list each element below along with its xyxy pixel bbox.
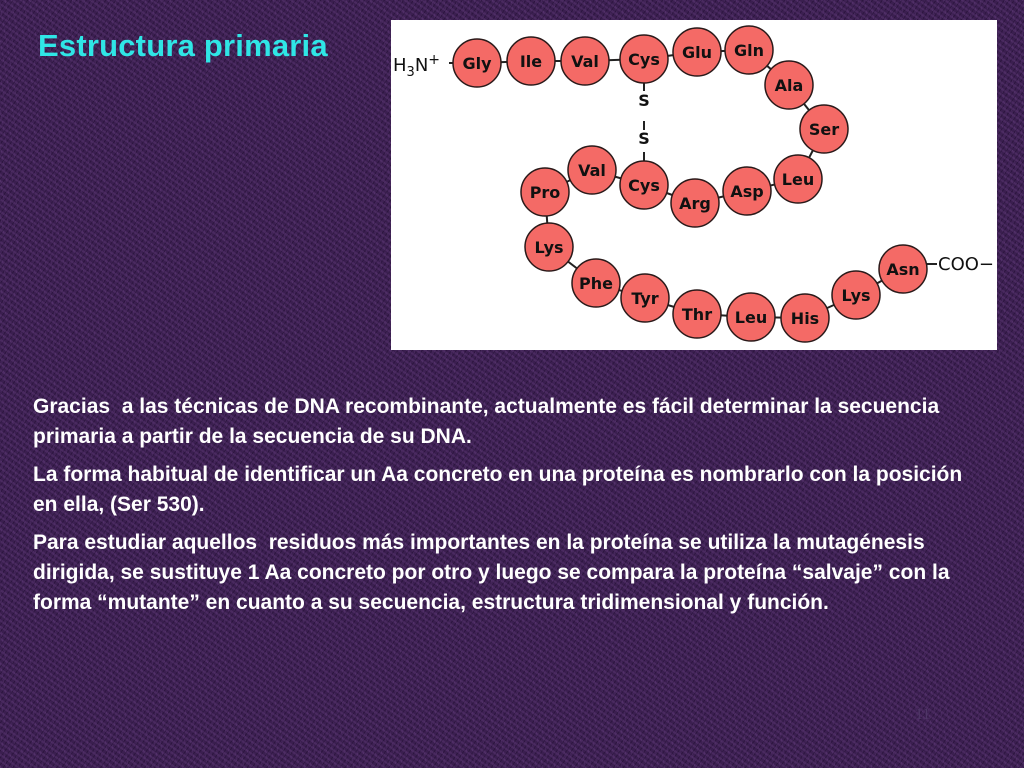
paragraph-dna-recombinante: Gracias a las técnicas de DNA recombinante, actualmente es fácil determinar la secuencia primaria a partir de la secuencia de su DNA. bbox=[33, 395, 945, 448]
n-terminus-label: $H_3N^+$ bbox=[393, 52, 441, 80]
slide-title: Estructura primaria bbox=[38, 28, 328, 63]
residue-cys bbox=[620, 161, 668, 209]
residue-label: Arg bbox=[679, 194, 711, 213]
residue-label: His bbox=[790, 309, 820, 328]
residue-lys bbox=[832, 271, 880, 319]
residue-label: Thr bbox=[681, 305, 713, 324]
page-number: 11 bbox=[915, 706, 931, 723]
residue-ser bbox=[800, 105, 848, 153]
residue-asp bbox=[723, 167, 771, 215]
residue-val bbox=[561, 37, 609, 85]
residue-lys bbox=[525, 223, 573, 271]
residue-label: Asn bbox=[886, 260, 920, 279]
residue-label: Lys bbox=[841, 286, 871, 305]
residue-glu bbox=[673, 28, 721, 76]
residue-label: Val bbox=[578, 161, 606, 180]
residue-label: Lys bbox=[534, 238, 564, 257]
residue-label: Ser bbox=[808, 120, 840, 139]
residue-leu bbox=[774, 155, 822, 203]
c-terminus-label: COO− bbox=[938, 254, 994, 275]
residue-label: Cys bbox=[628, 176, 660, 195]
residue-label: Ile bbox=[519, 52, 543, 71]
residue-label: Phe bbox=[579, 274, 613, 293]
residue-label: Cys bbox=[628, 50, 660, 69]
slide-body bbox=[33, 392, 983, 626]
residue-label: Ala bbox=[774, 76, 804, 95]
residue-val bbox=[568, 146, 616, 194]
residue-his bbox=[781, 294, 829, 342]
residue-tyr bbox=[621, 274, 669, 322]
residue-label: Leu bbox=[781, 170, 815, 189]
residue-gln bbox=[725, 26, 773, 74]
residue-label: Tyr bbox=[631, 289, 659, 308]
residue-phe bbox=[572, 259, 620, 307]
residue-label: Gly bbox=[462, 54, 492, 73]
residue-ile bbox=[507, 37, 555, 85]
residue-label: Pro bbox=[529, 183, 561, 202]
residue-pro bbox=[521, 168, 569, 216]
paragraph-identificar-aa: La forma habitual de identificar un Aa concreto en una proteína es nombrarlo con la posición en ella, (Ser 530). bbox=[33, 463, 969, 516]
residue-asn bbox=[879, 245, 927, 293]
residue-thr bbox=[673, 290, 721, 338]
peptide-chain-svg bbox=[391, 20, 997, 350]
residue-label: Asp bbox=[730, 182, 764, 201]
residue-arg bbox=[671, 179, 719, 227]
residue-label: Glu bbox=[681, 43, 713, 62]
residue-label: Gln bbox=[733, 41, 765, 60]
residue-gly bbox=[453, 39, 501, 87]
disulfide-atom-1: S bbox=[638, 91, 650, 110]
disulfide-atom-2: S bbox=[638, 129, 650, 148]
residue-label: Val bbox=[571, 52, 599, 71]
residue-leu bbox=[727, 293, 775, 341]
residue-cys bbox=[620, 35, 668, 83]
peptide-sequence-diagram bbox=[391, 20, 997, 350]
residue-label: Leu bbox=[734, 308, 768, 327]
residue-ala bbox=[765, 61, 813, 109]
paragraph-mutagenesis: Para estudiar aquellos residuos más importantes en la proteína se utiliza la mutagénesis dirigida, se sustituye 1 Aa concreto por otro y luego se compara la proteína “salvaje” con la forma “mutante” en cuanto a su secuencia, estructura tridimensional y función. bbox=[33, 531, 956, 614]
